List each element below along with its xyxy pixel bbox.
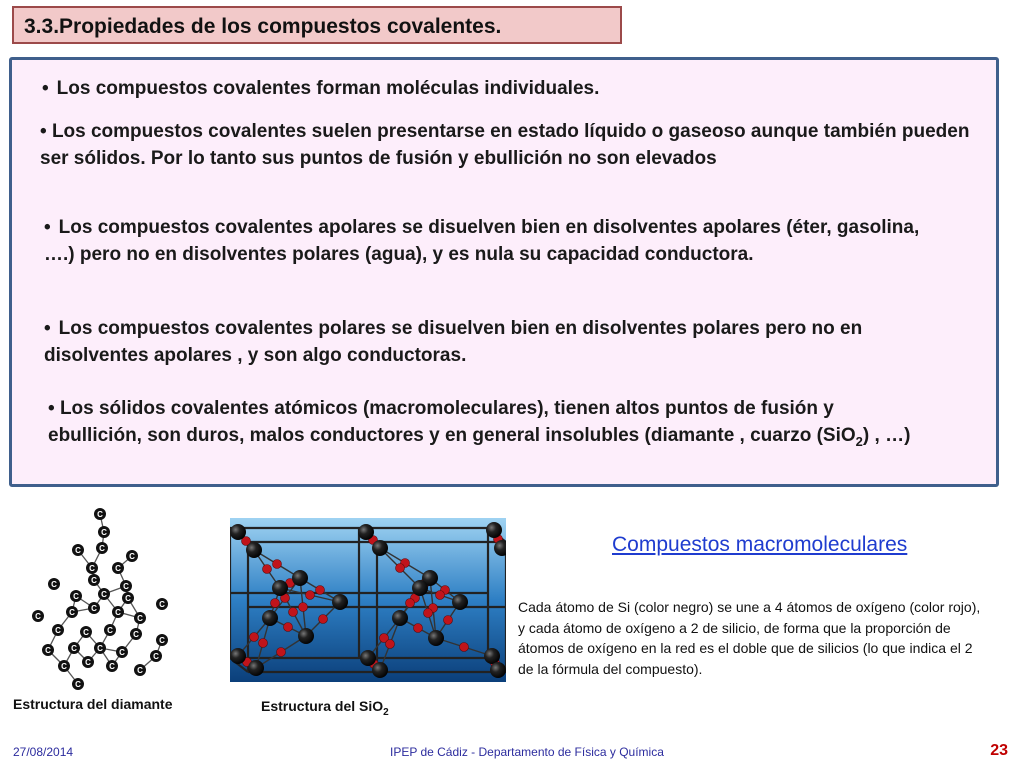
carbon-atom-label: C: [97, 510, 103, 519]
carbon-atom-label: C: [91, 576, 97, 585]
carbon-atom-label: C: [101, 528, 107, 537]
carbon-atom-label: C: [61, 662, 67, 671]
carbon-atom-label: C: [71, 644, 77, 653]
silicon-atom: [332, 594, 348, 610]
carbon-atom-label: C: [75, 680, 81, 689]
carbon-atom-label: C: [75, 546, 81, 555]
carbon-atom-label: C: [97, 644, 103, 653]
oxygen-atom: [414, 624, 423, 633]
carbon-atom-label: C: [101, 590, 107, 599]
bullet-2: [40, 118, 990, 172]
oxygen-atom: [263, 565, 272, 574]
carbon-atom-label: C: [35, 612, 41, 621]
carbon-atom-label: C: [109, 662, 115, 671]
footer-center: IPEP de Cádiz - Departamento de Física y Química: [390, 745, 664, 759]
carbon-atom-label: C: [55, 626, 61, 635]
sio2-structure-image: [230, 518, 506, 687]
sio2-description: Cada átomo de Si (color negro) se une a 4 átomos de oxígeno (color rojo), y cada átomo de oxígeno a 2 de silicio, de forma que la proporción de átomos de oxígeno en la red es el doble que de silicios (lo que indica el 2 de la fórmula del compuesto).: [518, 599, 981, 677]
carbon-atom-label: C: [85, 658, 91, 667]
carbon-atom-label: C: [51, 580, 57, 589]
oxygen-atom: [299, 603, 308, 612]
oxygen-atom: [316, 586, 325, 595]
oxygen-atom: [284, 623, 293, 632]
silicon-atom: [486, 522, 502, 538]
carbon-atom-label: C: [69, 608, 75, 617]
carbon-atom-label: C: [123, 582, 129, 591]
silicon-atom: [428, 630, 444, 646]
oxygen-atom: [259, 639, 268, 648]
sio2-caption: Estructura del SiO$_2$: [261, 698, 389, 718]
diamond-structure-image: [18, 500, 208, 697]
silicon-atom: [412, 580, 428, 596]
bullet-marker: •: [40, 121, 47, 142]
bullet-text: Los compuestos covalentes suelen presentarse en estado líquido o gaseoso aunque también pueden ser sólidos. Por lo tanto sus puntos de fusión y ebullición no son elevados: [40, 121, 970, 169]
silicon-atom: [246, 542, 262, 558]
silicon-atom: [360, 650, 376, 666]
silicon-atom: [292, 570, 308, 586]
silicon-atom: [392, 610, 408, 626]
carbon-atom-label: C: [119, 648, 125, 657]
silicon-atom: [452, 594, 468, 610]
oxygen-atom: [273, 560, 282, 569]
bullet-marker: •: [44, 217, 51, 238]
carbon-atom-label: C: [89, 564, 95, 573]
diamond-lattice-svg: [18, 500, 208, 692]
page-number: 23: [990, 742, 1008, 759]
oxygen-atom: [396, 564, 405, 573]
subscript-2: 2: [383, 706, 389, 718]
oxygen-atom: [386, 640, 395, 649]
silicon-atom: [272, 580, 288, 596]
carbon-atom-label: C: [115, 608, 121, 617]
oxygen-atom: [319, 615, 328, 624]
carbon-atom-label: C: [129, 552, 135, 561]
oxygen-atom: [444, 616, 453, 625]
silicon-atom: [298, 628, 314, 644]
footer-date: 27/08/2014: [13, 745, 74, 759]
oxygen-atom: [424, 609, 433, 618]
diamond-caption: Estructura del diamante: [13, 696, 173, 712]
bullet-text: Los compuestos covalentes polares se disuelven bien en disolventes polares pero no en disolventes apolares , y son algo conductoras.: [44, 318, 863, 366]
carbon-atom-label: C: [107, 626, 113, 635]
macromolecular-link[interactable]: Compuestos macromoleculares: [612, 533, 908, 556]
oxygen-atom: [436, 591, 445, 600]
silicon-atom: [230, 648, 246, 664]
carbon-atom-label: C: [99, 544, 105, 553]
carbon-atom-label: C: [83, 628, 89, 637]
bullet-marker: •: [48, 398, 55, 419]
bullet-text: Los compuestos covalentes forman moléculas individuales.: [56, 78, 600, 99]
carbon-atom-label: C: [153, 652, 159, 661]
oxygen-atom: [460, 643, 469, 652]
oxygen-atom: [289, 608, 298, 617]
silicon-atom: [484, 648, 500, 664]
carbon-atom-label: C: [159, 636, 165, 645]
silicon-atom: [372, 540, 388, 556]
bullet-text-end: ) , …): [862, 425, 911, 446]
carbon-atom-label: C: [125, 594, 131, 603]
carbon-atom-label: C: [73, 592, 79, 601]
silicon-atom: [490, 662, 506, 678]
bullet-5: [48, 395, 918, 449]
slide-title-box: [12, 6, 622, 44]
bullet-marker: •: [44, 318, 51, 339]
oxygen-atom: [271, 599, 280, 608]
carbon-atom-label: C: [133, 630, 139, 639]
carbon-atom-label: C: [45, 646, 51, 655]
slide-title: 3.3.Propiedades de los compuestos covalentes.: [24, 15, 502, 38]
carbon-atom-label: C: [91, 604, 97, 613]
oxygen-atom: [277, 648, 286, 657]
silicon-atom: [230, 524, 246, 540]
bullet-1: [42, 75, 982, 102]
oxygen-atom: [250, 633, 259, 642]
bullet-3: [44, 214, 954, 268]
silicon-atom: [262, 610, 278, 626]
subscript-2: 2: [855, 433, 863, 449]
carbon-atom-label: C: [115, 564, 121, 573]
bullet-marker: •: [42, 78, 49, 99]
oxygen-atom: [306, 591, 315, 600]
carbon-atom-label: C: [137, 666, 143, 675]
carbon-atom-label: C: [159, 600, 165, 609]
silicon-atom: [358, 524, 374, 540]
carbon-atom-label: C: [137, 614, 143, 623]
sio2-lattice-svg: [230, 518, 506, 682]
silicon-atom: [248, 660, 264, 676]
bullet-text: Los compuestos covalentes apolares se disuelven bien en disolventes apolares (éter, gasolina, ….) pero no en disolventes polares (agua), y es nula su capacidad conductora.: [44, 217, 920, 265]
silicon-atom: [372, 662, 388, 678]
oxygen-atom: [406, 599, 415, 608]
bullet-text: Los sólidos covalentes atómicos (macromoleculares), tienen altos puntos de fusión y ebullición, son duros, malos conductores y en general insolubles (diamante , cuarzo (SiO: [48, 398, 856, 446]
bullet-4: [44, 315, 924, 369]
